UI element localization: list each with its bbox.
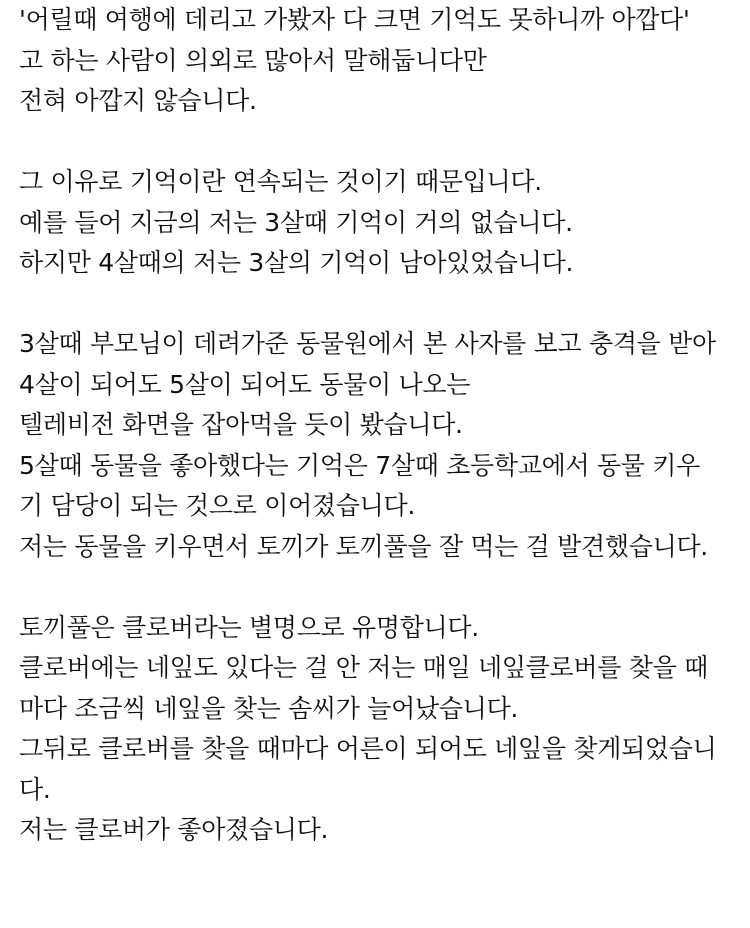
paragraph-2 <box>19 162 750 284</box>
text-line: 하지만 4살때의 저는 3살의 기억이 남아있었습니다. <box>19 248 574 277</box>
text-line: 텔레비전 화면을 잡아먹을 듯이 봤습니다. <box>19 410 463 439</box>
text-line: 토끼풀은 클로버라는 별명으로 유명합니다. <box>19 612 479 642</box>
text-line: '어릴때 여행에 데리고 가봤자 다 크면 기억도 못하니까 아깝다' <box>19 5 690 34</box>
paragraph-spacer <box>19 567 750 608</box>
text-line: 5살때 동물을 좋아했다는 기억은 7살때 초등학교에서 동물 키우 <box>19 450 700 480</box>
text-line: 마다 조금씩 네잎을 찾는 솜씨가 늘어났습니다. <box>19 693 519 723</box>
text-line: 고 하는 사람이 의외로 많아서 말해둡니다만 <box>19 45 487 75</box>
text-line: 그뒤로 클로버를 찾을 때마다 어른이 되어도 네잎을 찾게되었습니 <box>19 734 717 763</box>
text-line: 4살이 되어도 5살이 되어도 동물이 나오는 <box>19 369 471 399</box>
text-line: 클로버에는 네잎도 있다는 걸 안 저는 매일 네잎클로버를 찾을 때 <box>19 653 708 682</box>
text-line: 전혀 아깝지 않습니다. <box>19 86 257 115</box>
paragraph-4 <box>19 608 750 851</box>
text-line: 3살때 부모님이 데려가준 동물원에서 본 사자를 보고 충격을 받아 <box>19 329 716 358</box>
text-line: 그 이유로 기억이란 연속되는 것이기 때문입니다. <box>19 167 542 196</box>
text-line: 다. <box>19 774 51 804</box>
paragraph-1 <box>19 0 750 122</box>
text-line: 기 담당이 되는 것으로 이어졌습니다. <box>19 491 415 520</box>
paragraph-spacer <box>19 284 750 325</box>
text-line: 예를 들어 지금의 저는 3살때 기억이 거의 없습니다. <box>19 207 573 237</box>
text-line: 저는 동물을 키우면서 토끼가 토끼풀을 잘 먹는 걸 발견했습니다. <box>19 531 708 561</box>
paragraph-spacer <box>19 122 750 163</box>
text-line: 저는 클로버가 좋아졌습니다. <box>19 815 329 844</box>
paragraph-3 <box>19 324 750 567</box>
